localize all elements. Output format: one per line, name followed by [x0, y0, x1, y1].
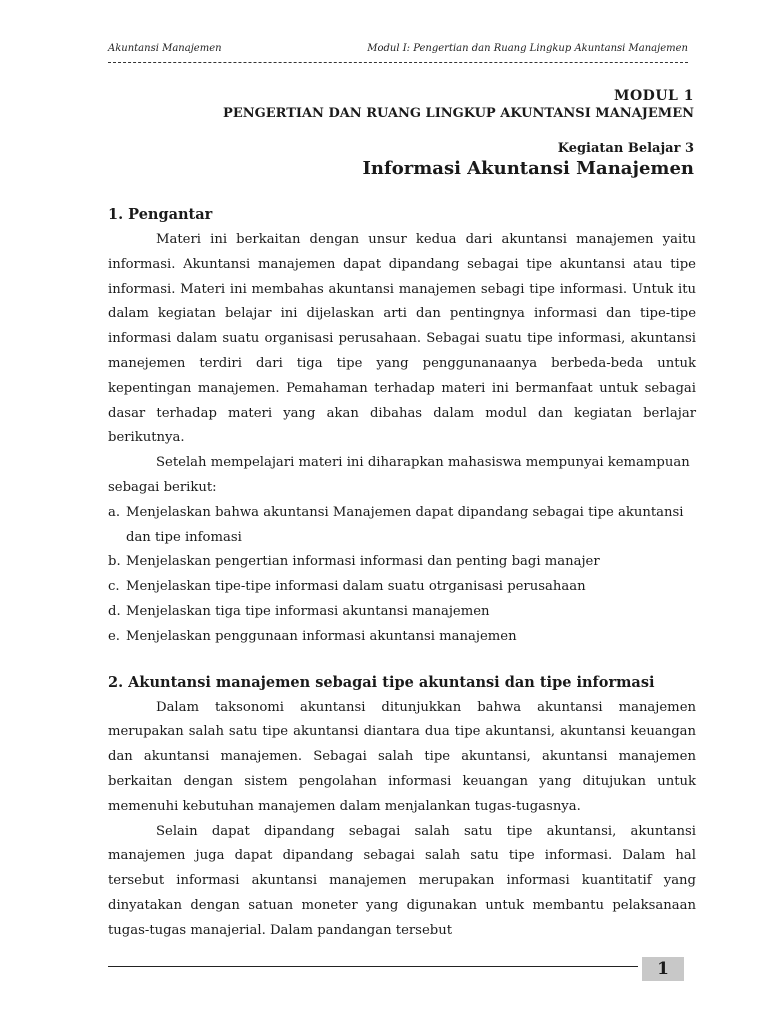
list-marker: c. [108, 579, 120, 595]
paragraph-intro: Materi ini berkaitan dengan unsur kedua dari akuntansi manajemen yaitu informasi. Akuntansi manajemen dapat dipandang sebagai tipe akuntansi atau tipe informasi. Materi ini membahas akuntansi manajemen sebagi tipe informasi. Untuk itu dalam kegiatan belajar ini dijelaskan arti dan pentingnya informasi dan tipe-tipe informasi dalam suatu organisasi perusahaan. Sebagai suatu tipe informasi, akuntansi manejemen terdiri dari tiga tipe yang penggunanaanya berbeda-beda untuk kepentingan manajemen. Pemahaman terhadap materi ini bermanfaat untuk sebagai dasar terhadap materi yang akan dibahas dalam modul dan kegiatan berlajar berikutnya. [108, 232, 696, 446]
paragraph-objectives-lead-cont: sebagai berikut: [108, 479, 217, 495]
paragraph-objectives-lead: Setelah mempelajari materi ini diharapkan mahasiswa mempunyai kemampuan [156, 455, 690, 471]
module-title: PENGERTIAN DAN RUANG LINGKUP AKUNTANSI MANAJEMEN [223, 106, 694, 121]
list-item [108, 600, 696, 625]
paragraph-taksonomi: Dalam taksonomi akuntansi ditunjukkan bahwa akuntansi manajemen merupakan salah satu tipe akuntansi diantara dua tipe akuntansi, akuntansi keuangan dan akuntansi manajemen. Sebagai salah tipe akuntansi, akuntansi manajemen berkaitan dengan sistem pengolahan informasi keuangan yang ditujukan untuk memenuhi kebutuhan manajemen dalam menjalankan tugas-tugasnya. [108, 699, 696, 814]
list-item [108, 575, 696, 600]
list-marker: b. [108, 554, 121, 570]
objectives-list [108, 501, 696, 650]
header-divider [108, 62, 688, 63]
document-body [108, 204, 696, 944]
page-number: 1 [642, 957, 684, 981]
header-module-title: Modul I: Pengertian dan Ruang Lingkup Akuntansi Manajemen [367, 43, 688, 54]
module-title-block [108, 88, 694, 181]
list-marker: a. [108, 504, 121, 520]
header-book-title: Akuntansi Manajemen [108, 43, 222, 54]
list-item [108, 625, 696, 650]
activity-label: Kegiatan Belajar 3 [557, 141, 694, 156]
activity-title: Informasi Akuntansi Manajemen [362, 158, 694, 179]
section-spacer [108, 650, 696, 672]
footer-divider [108, 966, 638, 967]
list-marker: d. [108, 603, 121, 619]
list-item-text: Menjelaskan penggunaan informasi akuntansi manajemen [126, 628, 517, 644]
list-item-text: Menjelaskan bahwa akuntansi Manajemen dapat dipandang sebagai tipe akuntansi dan tipe infomasi [126, 504, 684, 545]
list-marker: e. [108, 628, 120, 644]
paragraph-tipe-informasi: Selain dapat dipandang sebagai salah satu tipe akuntansi, akuntansi manajemen juga dapat dipandang sebagai salah satu tipe informasi. Dalam hal tersebut informasi akuntansi manajemen merupakan informasi kuantitatif yang dinyatakan dengan satuan moneter yang digunakan untuk membantu pelaksanaan tugas-tugas manajerial. Dalam pandangan tersebut [108, 823, 696, 938]
list-item [108, 550, 696, 575]
section-heading-tipe-informasi: 2. Akuntansi manajemen sebagai tipe akuntansi dan tipe informasi [108, 673, 655, 691]
module-number: MODUL 1 [613, 88, 694, 104]
list-item-text: Menjelaskan pengertian informasi informasi dan penting bagi manajer [126, 554, 600, 570]
list-item-text: Menjelaskan tipe-tipe informasi dalam suatu otrganisasi perusahaan [126, 579, 586, 595]
list-item [108, 501, 696, 551]
section-heading-pengantar: 1. Pengantar [108, 206, 213, 223]
list-item-text: Menjelaskan tiga tipe informasi akuntansi manajemen [126, 603, 490, 619]
